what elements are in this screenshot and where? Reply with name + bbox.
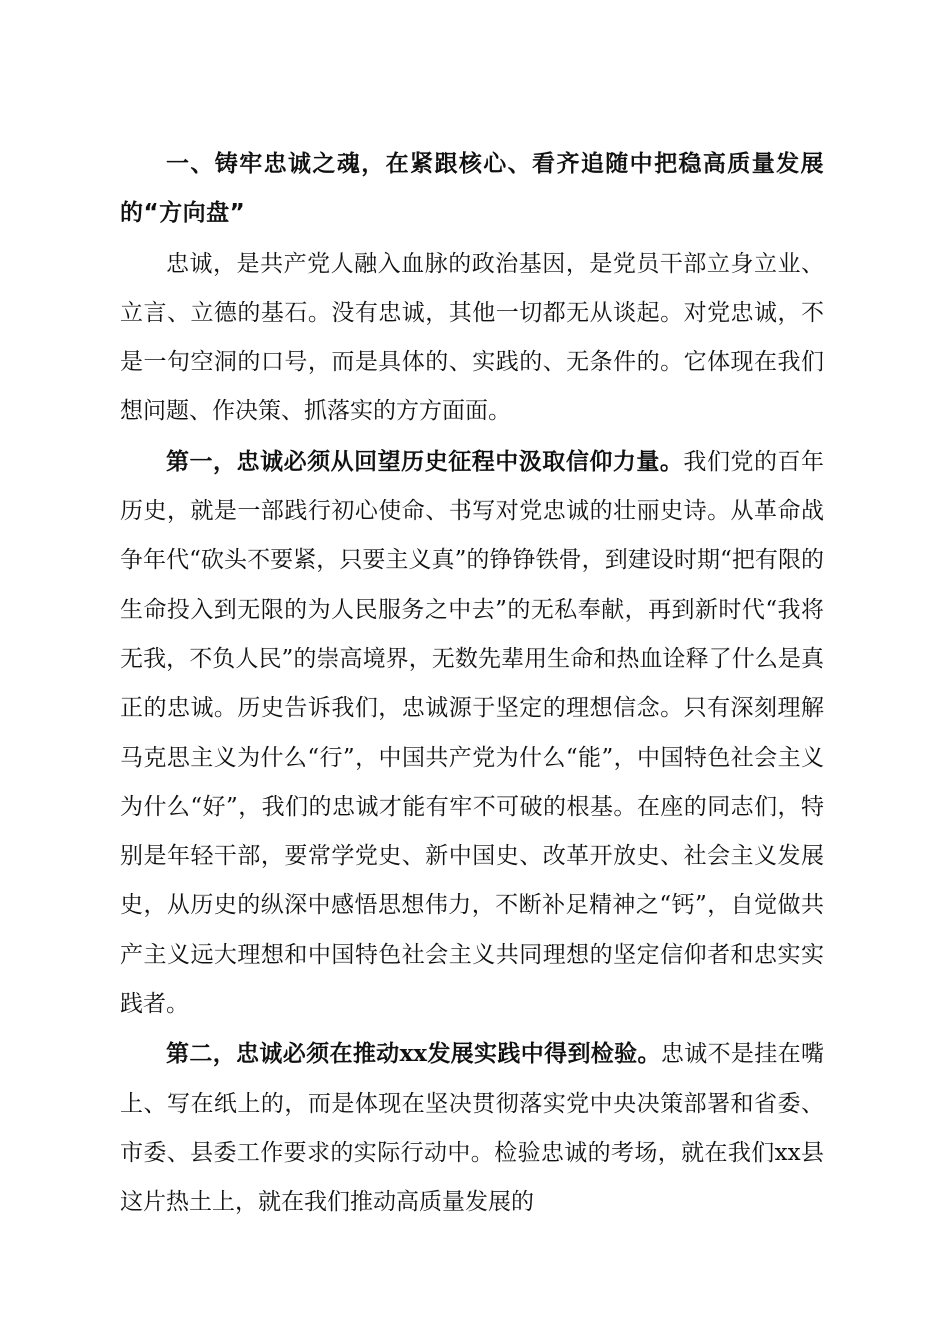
paragraph-text: 忠诚，是共产党人融入血脉的政治基因，是党员干部立身立业、立言、立德的基石。没有忠诚，其他一切都无从谈起。对党忠诚，不是一句空洞的口号，而是具体的、实践的、无条件的。它体现在我们想问题、作决策、抓落实的方方面面。 (120, 250, 824, 425)
paragraph-second-point (120, 1029, 824, 1227)
section-heading: 一、铸牢忠诚之魂，在紧跟核心、看齐追随中把稳高质量发展的“方向盘” (120, 151, 824, 227)
document-body (120, 140, 824, 1228)
paragraph-first-point (120, 437, 824, 1030)
paragraph-lead: 第二，忠诚必须在推动xx发展实践中得到检验。 (166, 1040, 661, 1068)
paragraph-lead: 第一，忠诚必须从回望历史征程中汲取信仰力量。 (166, 447, 684, 475)
paragraph-text: 我们党的百年历史，就是一部践行初心使命、书写对党忠诚的壮丽史诗。从革命战争年代“砍头不要紧，只要主义真”的铮铮铁骨，到建设时期“把有限的生命投入到无限的为人民服务之中去”的无私奉献，再到新时代“我将无我，不负人民”的崇高境界，无数先辈用生命和热血诠释了什么是真正的忠诚。历史告诉我们，忠诚源于坚定的理想信念。只有深刻理解马克思主义为什么“行”，中国共产党为什么“能”，中国特色社会主义为什么“好”，我们的忠诚才能有牢不可破的根基。在座的同志们，特别是年轻干部，要常学党史、新中国史、改革开放史、社会主义发展史，从历史的纵深中感悟思想伟力，不断补足精神之“钙”，自觉做共产主义远大理想和中国特色社会主义共同理想的坚定信仰者和忠实实践者。 (120, 448, 825, 1018)
paragraph-text: 忠诚不是挂在嘴上、写在纸上的，而是体现在坚决贯彻落实党中央决策部署和省委、市委、县委工作要求的实际行动中。检验忠诚的考场，就在我们xx县这片热土上，就在我们推动高质量发展的 (120, 1041, 825, 1216)
paragraph-intro (120, 239, 824, 437)
